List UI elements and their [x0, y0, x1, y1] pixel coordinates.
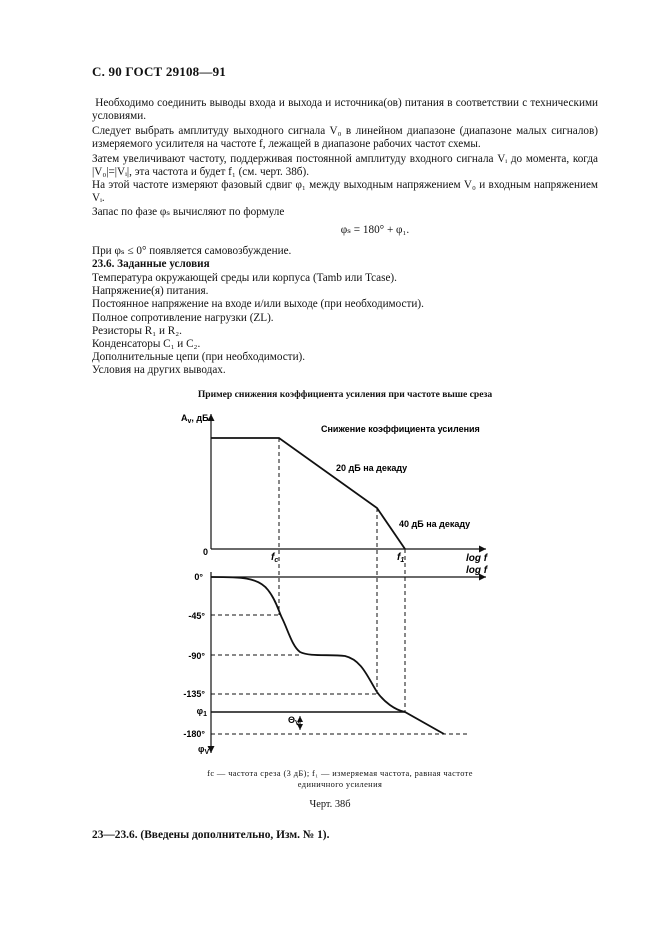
figure-caption [150, 769, 530, 790]
caption-line-2: единичного усиления [297, 779, 383, 789]
condition-dc-voltage: Постоянное напряжение на входе и/или выходе (при необходимости). [92, 298, 424, 310]
page-header: С. 90 ГОСТ 29108—91 [92, 64, 226, 79]
phase-y-label: $\varphi_V$ [198, 744, 210, 756]
paragraph-phase-shift: На этой частоте измеряют фазовый сдвиг φ₁ между выходным напряжением V₀ и входным напряжением Vᵢ. [92, 179, 598, 205]
gain-x-label: log f [466, 553, 488, 564]
footer-note: 23—23.6. (Введены дополнительно, Изм. № 1). [92, 829, 330, 841]
annot-20db: 20 дБ на декаду [336, 463, 408, 473]
condition-resistors: Резисторы R₁ и R₂. [92, 325, 182, 337]
tick-minus90: -90° [188, 651, 205, 661]
condition-temperature: Температура окружающей среды или корпуса (Tamb или Tcase). [92, 272, 397, 284]
paragraph-connect: Необходимо соединить выводы входа и выхода и источника(ов) питания в соответствии с техническими условиями. [92, 97, 599, 123]
theta-label: $\Theta_V$ [288, 715, 300, 727]
figure-number: Черт. 38б [309, 799, 351, 810]
gain-origin-label: 0 [203, 547, 209, 557]
paragraph-frequency: Затем увеличивают частоту, поддерживая постоянной амплитуду входного сигнала Vᵢ до момента, когда |V₀|=|Vᵢ|, эта частота и будет f₁ (см. черт. 38б). [92, 153, 598, 179]
condition-supply: Напряжение(я) питания. [92, 285, 209, 297]
tick-phi1: $\varphi_1$ [196, 706, 207, 718]
condition-capacitors: Конденсаторы C₁ и C₂. [92, 338, 201, 350]
gain-y-label: $A_v$, дБ [181, 413, 209, 425]
tick-f1: $f_1$ [397, 552, 405, 564]
paragraph-self-excitation: При φₛ ≤ 0° появляется самовозбуждение. [92, 245, 292, 257]
phase-series-line [211, 577, 444, 734]
caption-line-1: fc — частота среза (3 дБ); f₁ — измеряемая частота, равная частоте [207, 769, 473, 778]
paragraph-margin: Запас по фазе φₛ вычисляют по формуле [92, 206, 285, 218]
annot-40db: 40 дБ на декаду [399, 519, 471, 529]
section-title: 23.6. Заданные условия [92, 258, 210, 270]
condition-other-pins: Условия на других выводах. [92, 364, 226, 376]
phase-x-label: log f [466, 565, 488, 576]
condition-load: Полное сопротивление нагрузки (ZL). [92, 312, 274, 324]
tick-fc: $f_c$ [271, 552, 279, 564]
formula: φₛ = 180° + φ₁. [340, 224, 410, 236]
tick-minus135: -135° [183, 689, 205, 699]
annot-gain-reduction: Снижение коэффициента усиления [321, 424, 480, 434]
tick-minus180: -180° [183, 729, 205, 739]
gain-series-line [211, 438, 408, 549]
paragraph-amplitude: Следует выбрать амплитуду выходного сигнала V₀ в линейном диапазоне (диапазоне малых сигналов) измеряемого усилителя на частоте f, лежащей в диапазоне рабочих частот схемы. [92, 125, 598, 151]
tick-0deg: 0° [194, 572, 203, 582]
condition-extra-circuits: Дополнительные цепи (при необходимости). [92, 351, 306, 363]
figure-title: Пример снижения коэффициента усиления при частоте выше среза [197, 389, 493, 400]
tick-minus45: -45° [188, 611, 205, 621]
